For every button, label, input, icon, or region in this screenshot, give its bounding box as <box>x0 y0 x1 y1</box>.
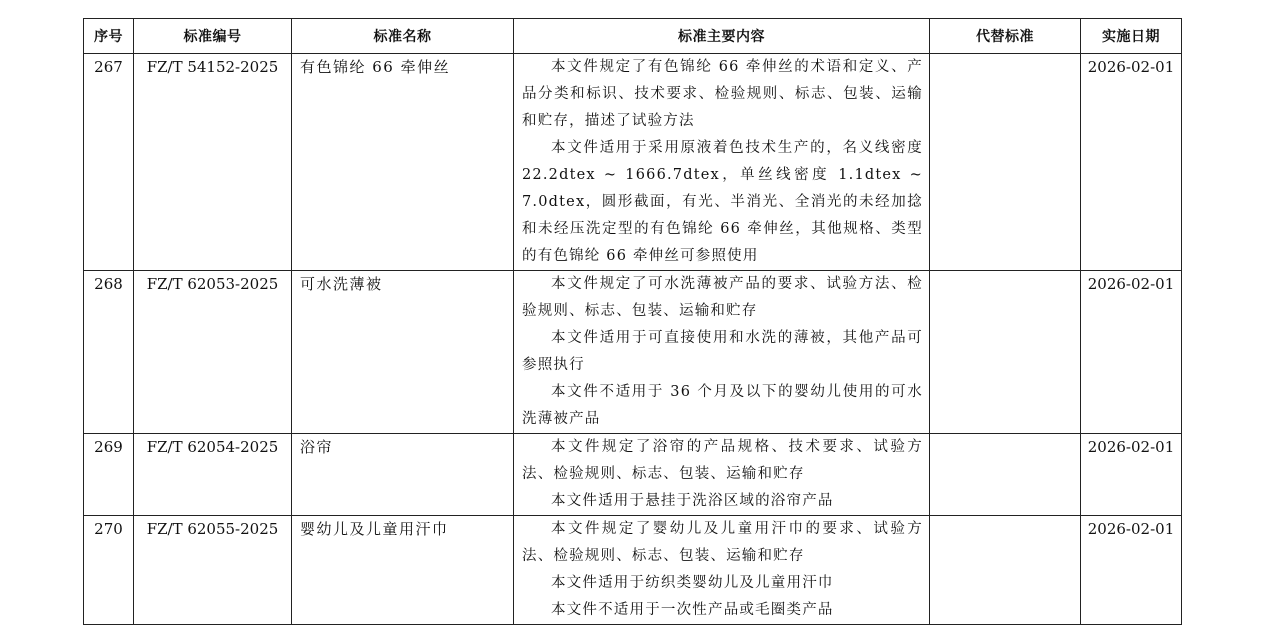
standard-name: 可水洗薄被 <box>300 275 383 293</box>
row-number: 268 <box>94 275 123 293</box>
standard-name-cell <box>292 54 514 271</box>
replaced-standard-cell <box>930 54 1081 271</box>
effective-date: 2026-02-01 <box>1087 520 1175 538</box>
effective-date: 2026-02-01 <box>1087 438 1175 456</box>
standard-code-cell <box>134 434 292 516</box>
row-number: 267 <box>94 58 123 76</box>
standard-content-cell <box>514 54 930 271</box>
standard-name-cell <box>292 271 514 434</box>
replaced-standard-cell <box>930 271 1081 434</box>
table-row <box>84 271 1182 434</box>
replaced-standard <box>930 516 1080 543</box>
standard-content-cell <box>514 271 930 434</box>
standard-code: FZ/T 62054-2025 <box>146 438 279 456</box>
content-paragraph: 本文件适用于悬挂于洗浴区域的浴帘产品 <box>551 493 834 509</box>
row-number-cell <box>84 434 134 516</box>
standard-name: 有色锦纶 66 牵伸丝 <box>300 58 451 76</box>
row-number-cell <box>84 271 134 434</box>
standard-code: FZ/T 62053-2025 <box>146 275 279 293</box>
content-paragraph: 本文件规定了浴帘的产品规格、技术要求、试验方法、检验规则、标志、包装、运输和贮存 <box>522 439 923 482</box>
content-paragraph: 本文件适用于可直接使用和水洗的薄被，其他产品可参照执行 <box>522 330 923 373</box>
header-name: 标准名称 <box>292 19 514 54</box>
effective-date-cell <box>1081 271 1182 434</box>
header-content: 标准主要内容 <box>514 19 930 54</box>
replaced-standard-cell <box>930 434 1081 516</box>
standards-table <box>83 18 1182 625</box>
standard-code-cell <box>134 516 292 625</box>
effective-date: 2026-02-01 <box>1087 275 1175 293</box>
standard-name-cell <box>292 434 514 516</box>
standard-content-cell <box>514 434 930 516</box>
row-number: 270 <box>94 520 123 538</box>
row-number: 269 <box>94 438 123 456</box>
header-no: 序号 <box>84 19 134 54</box>
effective-date: 2026-02-01 <box>1087 58 1175 76</box>
standard-code: FZ/T 62055-2025 <box>146 520 279 538</box>
content-paragraph: 本文件规定了有色锦纶 66 牵伸丝的术语和定义、产品分类和标识、技术要求、检验规则、标志、包装、运输和贮存，描述了试验方法 <box>522 59 923 129</box>
effective-date-cell <box>1081 54 1182 271</box>
row-number-cell <box>84 516 134 625</box>
effective-date-cell <box>1081 434 1182 516</box>
standard-code-cell <box>134 271 292 434</box>
row-number-cell <box>84 54 134 271</box>
standard-name-cell <box>292 516 514 625</box>
table-row <box>84 54 1182 271</box>
replaced-standard <box>930 54 1080 81</box>
replaced-standard <box>930 271 1080 298</box>
table-row <box>84 434 1182 516</box>
content-paragraph: 本文件规定了可水洗薄被产品的要求、试验方法、检验规则、标志、包装、运输和贮存 <box>522 276 923 319</box>
replaced-standard-cell <box>930 516 1081 625</box>
header-row <box>84 19 1182 54</box>
content-paragraph: 本文件不适用于 36 个月及以下的婴幼儿使用的可水洗薄被产品 <box>522 384 923 427</box>
header-date: 实施日期 <box>1081 19 1182 54</box>
effective-date-cell <box>1081 516 1182 625</box>
content-paragraph: 本文件规定了婴幼儿及儿童用汗巾的要求、试验方法、检验规则、标志、包装、运输和贮存 <box>522 521 923 564</box>
standard-content-cell <box>514 516 930 625</box>
replaced-standard <box>930 434 1080 461</box>
standard-code: FZ/T 54152-2025 <box>146 58 279 76</box>
table-row <box>84 516 1182 625</box>
standard-name: 浴帘 <box>300 438 334 456</box>
header-replaces: 代替标准 <box>930 19 1081 54</box>
content-paragraph: 本文件不适用于一次性产品或毛圈类产品 <box>551 602 834 618</box>
content-paragraph: 本文件适用于纺织类婴幼儿及儿童用汗巾 <box>551 575 834 591</box>
standard-name: 婴幼儿及儿童用汗巾 <box>300 520 449 538</box>
standard-code-cell <box>134 54 292 271</box>
content-paragraph: 本文件适用于采用原液着色技术生产的，名义线密度 22.2dtex ~ 1666.7dtex，单丝线密度 1.1dtex ~ 7.0dtex，圆形截面，有光、半消光、全消光的未经加捻和未经压洗定型的有色锦纶 66 牵伸丝，其他规格、类型的有色锦纶 66 牵伸丝可参照使用 <box>522 140 923 264</box>
header-code: 标准编号 <box>134 19 292 54</box>
